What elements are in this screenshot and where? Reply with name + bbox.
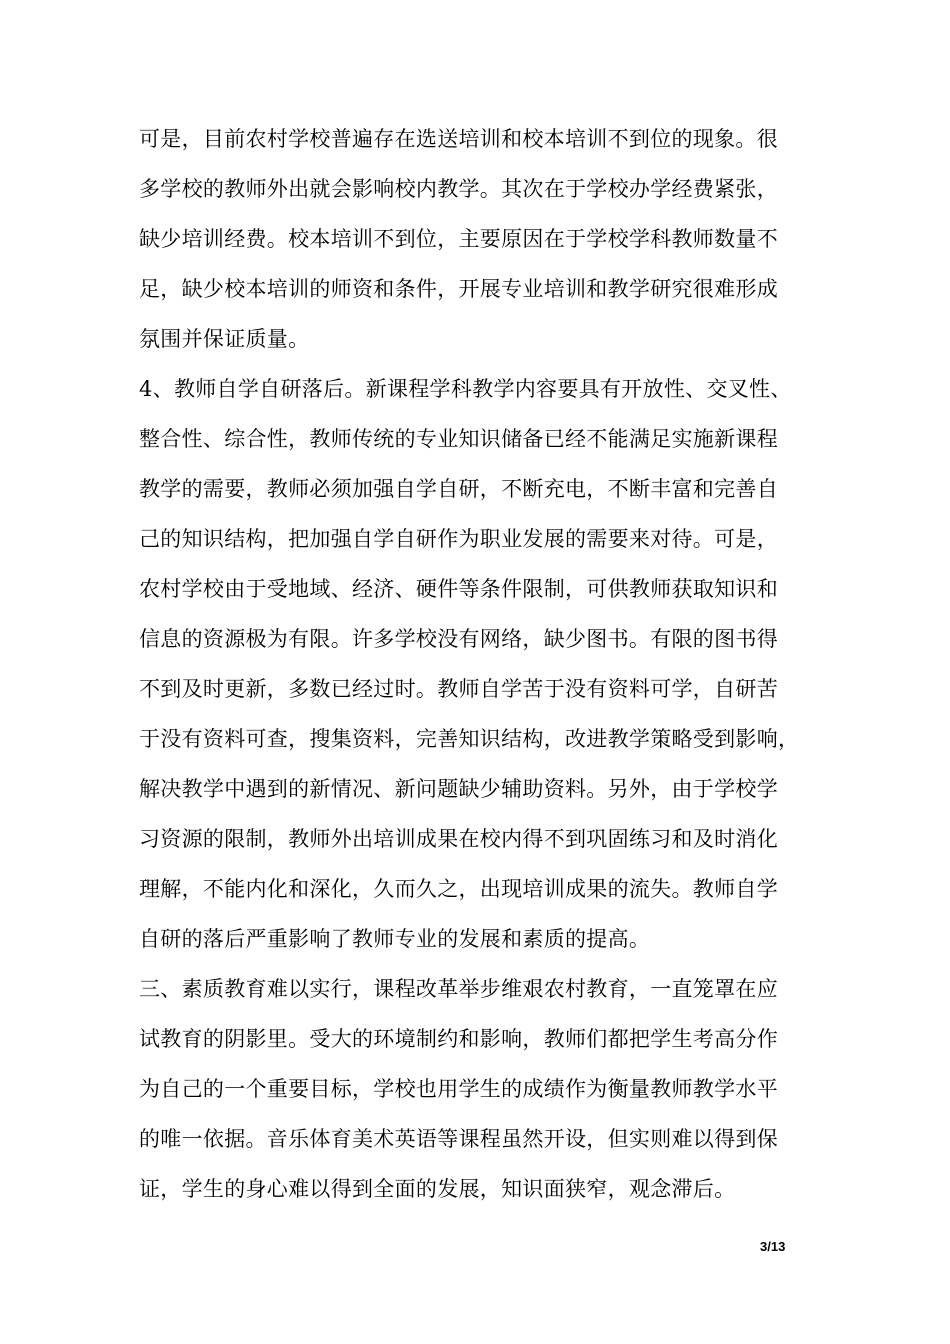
text-line: 4、教师自学自研落后。新课程学科教学内容要具有开放性、交叉性、 <box>139 377 792 401</box>
text-line: 多学校的教师外出就会影响校内教学。其次在于学校办学经费紧张， <box>139 177 778 201</box>
text-line: 为自己的一个重要目标，学校也用学生的成绩作为衡量教师教学水平 <box>139 1077 778 1101</box>
text-line: 农村学校由于受地域、经济、硬件等条件限制，可供教师获取知识和 <box>139 577 778 601</box>
text-line: 信息的资源极为有限。许多学校没有网络，缺少图书。有限的图书得 <box>139 627 778 651</box>
text-line: 三、素质教育难以实行，课程改革举步维艰农村教育，一直笼罩在应 <box>139 977 778 1001</box>
text-line: 缺少培训经费。校本培训不到位，主要原因在于学校学科教师数量不 <box>139 227 778 251</box>
page-number: 3/13 <box>760 1239 786 1254</box>
text-line: 己的知识结构，把加强自学自研作为职业发展的需要来对待。可是， <box>139 527 778 551</box>
text-line: 理解，不能内化和深化，久而久之，出现培训成果的流失。教师自学 <box>139 877 778 901</box>
text-line: 解决教学中遇到的新情况、新问题缺少辅助资料。另外，由于学校学 <box>139 777 778 801</box>
text-line: 教学的需要，教师必须加强自学自研，不断充电，不断丰富和完善自 <box>139 477 778 501</box>
text-line: 于没有资料可查，搜集资料，完善知识结构，改进教学策略受到影响， <box>139 727 800 751</box>
text-line: 证，学生的身心难以得到全面的发展，知识面狭窄，观念滞后。 <box>139 1177 736 1201</box>
text-line: 可是，目前农村学校普遍存在选送培训和校本培训不到位的现象。很 <box>139 127 778 151</box>
text-line: 足，缺少校本培训的师资和条件，开展专业培训和教学研究很难形成 <box>139 277 778 301</box>
text-line: 习资源的限制，教师外出培训成果在校内得不到巩固练习和及时消化 <box>139 827 778 851</box>
text-line: 氛围并保证质量。 <box>139 327 310 351</box>
text-line: 试教育的阴影里。受大的环境制约和影响，教师们都把学生考高分作 <box>139 1027 778 1051</box>
body-text <box>139 114 829 1214</box>
text-line: 不到及时更新，多数已经过时。教师自学苦于没有资料可学，自研苦 <box>139 677 778 701</box>
text-line: 自研的落后严重影响了教师专业的发展和素质的提高。 <box>139 927 651 951</box>
text-line: 的唯一依据。音乐体育美术英语等课程虽然开设，但实则难以得到保 <box>139 1127 778 1151</box>
text-line: 整合性、综合性，教师传统的专业知识储备已经不能满足实施新课程 <box>139 427 778 451</box>
